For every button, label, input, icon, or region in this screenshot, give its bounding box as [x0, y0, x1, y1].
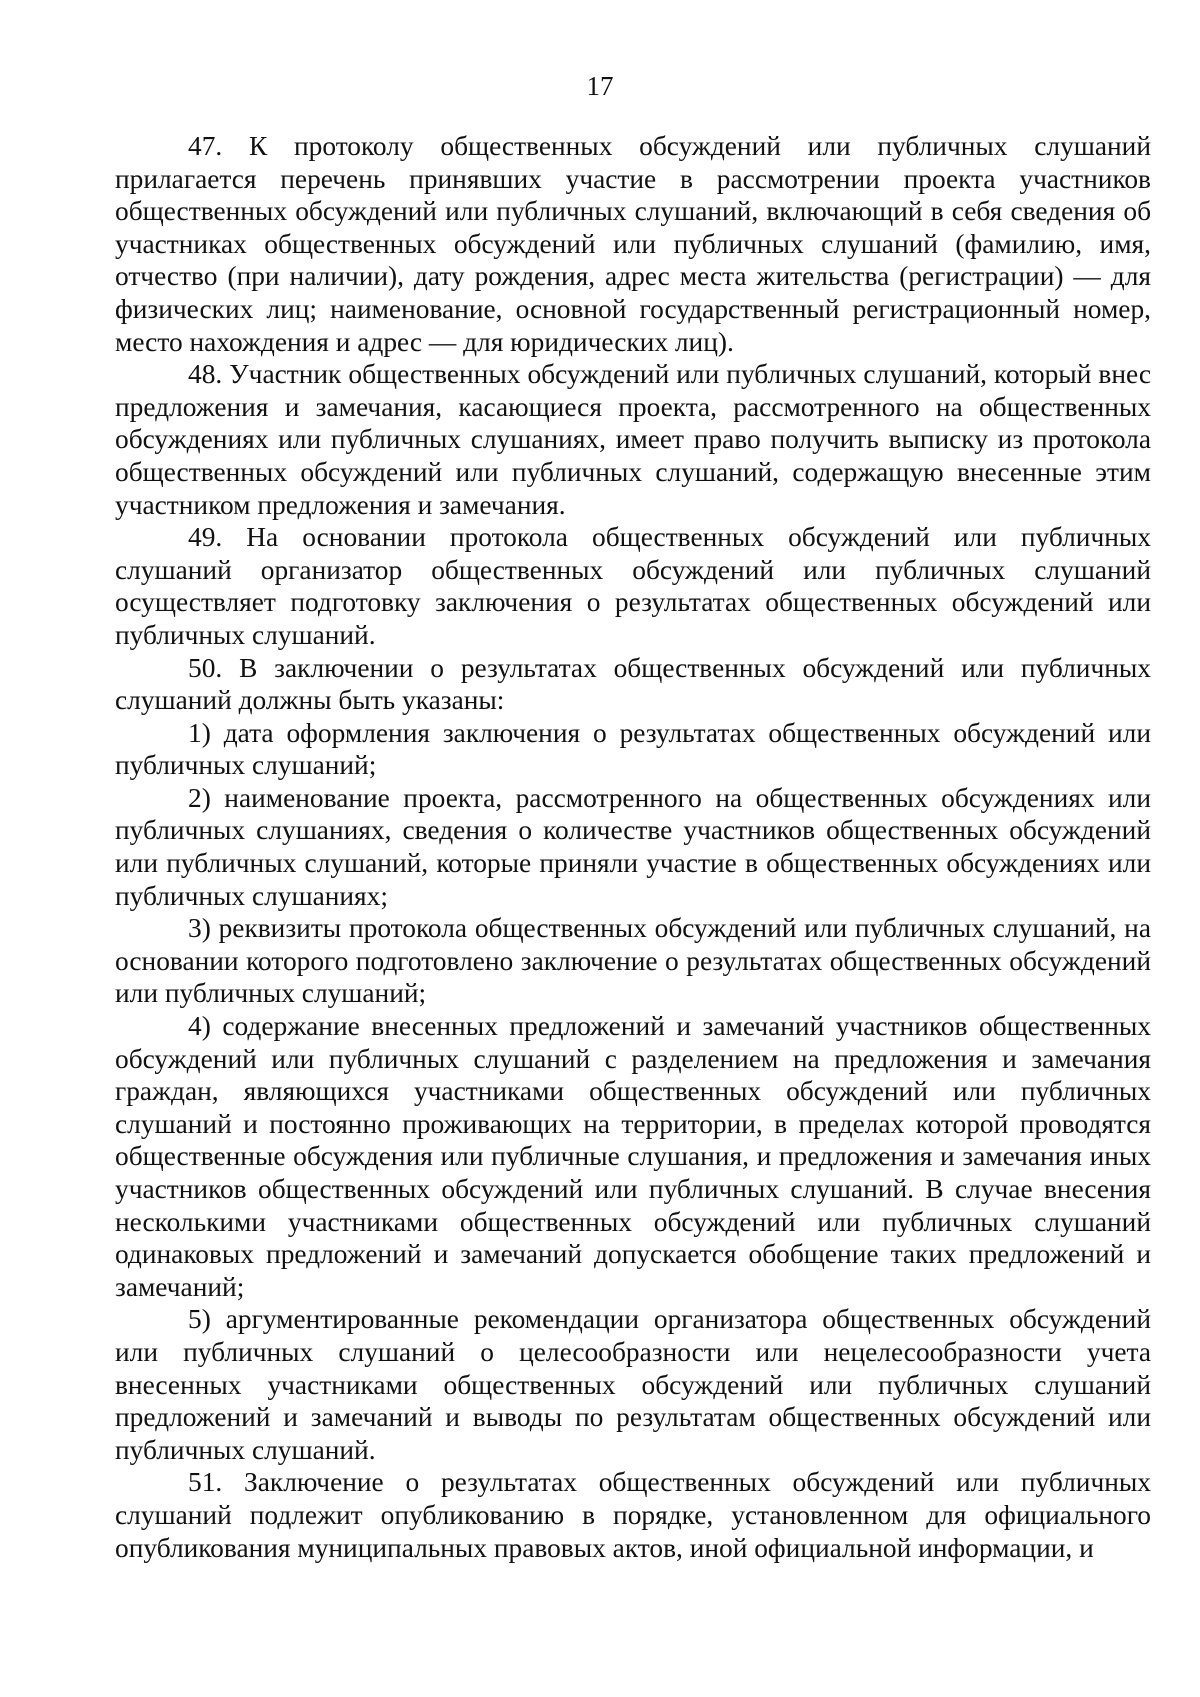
document-body	[115, 130, 1151, 1564]
paragraph-49: 49. На основании протокола общественных обсуждений или публичных слушаний организатор общественных обсуждений или публичных слушаний осуществляет подготовку заключения о результатах общественных обсуждений или публичных слушаний.	[115, 522, 1151, 650]
list-item-5: 5) аргументированные рекомендации организатора общественных обсуждений или публичных слушаний о целесообразности или нецелесообразности учета внесенных участниками общественных обсуждений или публичных слушаний предложений и замечаний и выводы по результатам общественных обсуждений или публичных слушаний.	[115, 1304, 1151, 1465]
list-item-3: 3) реквизиты протокола общественных обсуждений или публичных слушаний, на основании которого подготовлено заключение о результатах общественных обсуждений или публичных слушаний;	[115, 913, 1151, 1009]
paragraph-50: 50. В заключении о результатах общественных обсуждений или публичных слушаний должны быть указаны:	[115, 652, 1151, 716]
paragraph-47: 47. К протоколу общественных обсуждений или публичных слушаний прилагается перечень принявших участие в рассмотрении проекта участников общественных обсуждений или публичных слушаний, включающий в себя сведения об участниках общественных обсуждений или публичных слушаний (фамилию, имя, отчество (при наличии), дату рождения, адрес места жительства (регистрации) — для физических лиц; наименование, основной государственный регистрационный номер, место нахождения и адрес — для юридических лиц).	[115, 131, 1151, 357]
list-item-4: 4) содержание внесенных предложений и замечаний участников общественных обсуждений или публичных слушаний с разделением на предложения и замечания граждан, являющихся участниками общественных обсуждений или публичных слушаний и постоянно проживающих на территории, в пределах которой проводятся общественные обсуждения или публичные слушания, и предложения и замечания иных участников общественных обсуждений или публичных слушаний. В случае внесения несколькими участниками общественных обсуждений или публичных слушаний одинаковых предложений и замечаний допускается обобщение таких предложений и замечаний;	[115, 1011, 1151, 1302]
list-item-2: 2) наименование проекта, рассмотренного на общественных обсуждениях или публичных слушаниях, сведения о количестве участников общественных обсуждений или публичных слушаний, которые приняли участие в общественных обсуждениях или публичных слушаниях;	[115, 782, 1151, 911]
paragraph-48: 48. Участник общественных обсуждений или публичных слушаний, который внес предложения и замечания, касающиеся проекта, рассмотренного на общественных обсуждениях или публичных слушаниях, имеет право получить выписку из протокола общественных обсуждений или публичных слушаний, содержащую внесенные этим участником предложения и замечания.	[115, 359, 1151, 520]
page-number: 17	[586, 71, 614, 101]
paragraph-51: 51. Заключение о результатах общественных обсуждений или публичных слушаний подлежит опубликованию в порядке, установленном для официального опубликования муниципальных правовых актов, иной официальной информации, и	[115, 1467, 1151, 1563]
list-item-1: 1) дата оформления заключения о результатах общественных обсуждений или публичных слушаний;	[115, 717, 1151, 781]
